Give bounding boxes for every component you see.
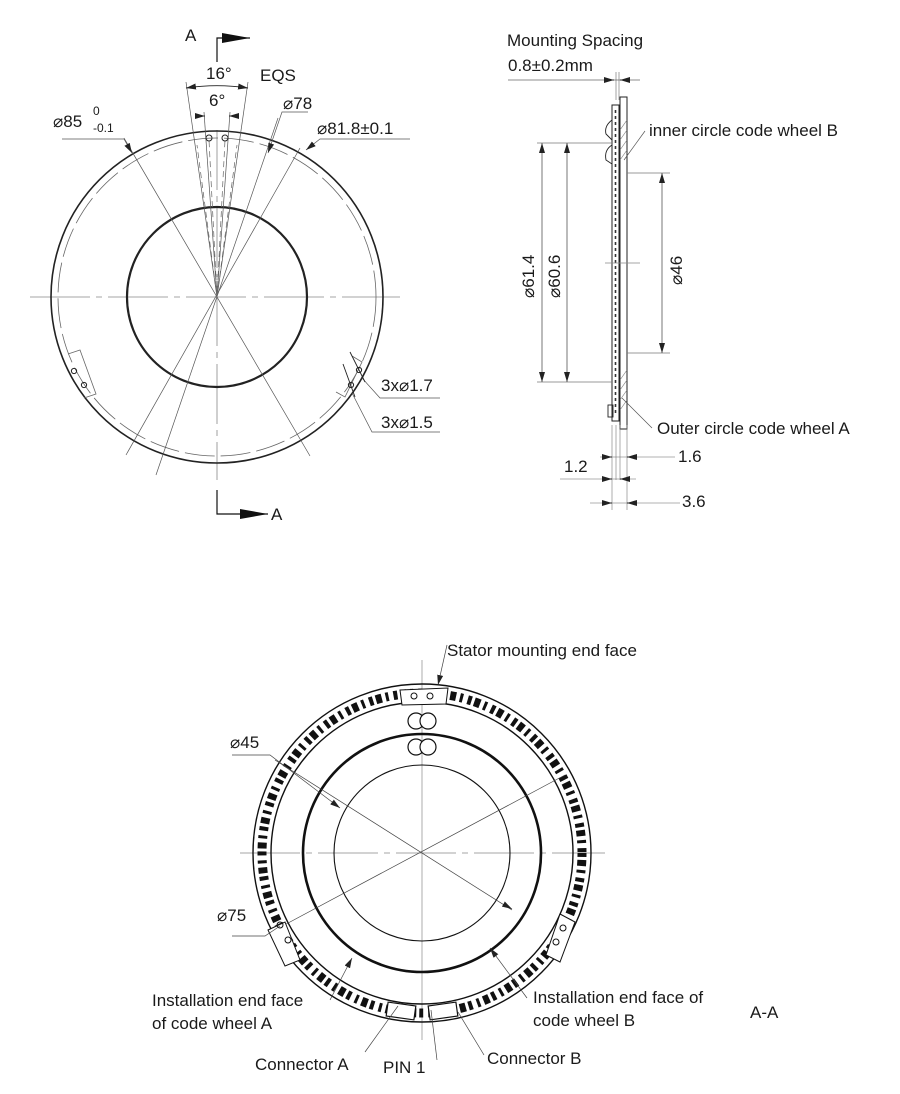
section-marker-top: A [185,26,197,45]
dim-81-8: ⌀81.8±0.1 [317,119,394,138]
outer-wheel-label: Outer circle code wheel A [657,419,850,438]
dim-60-6: ⌀60.6 [545,254,564,298]
dim-45: ⌀45 [230,733,260,752]
angle-6-label: 6° [209,91,226,110]
dim-outer-tol-lower: -0.1 [93,121,114,135]
install-b-line1: Installation end face of [533,988,704,1007]
connector-b-label: Connector B [487,1049,582,1068]
dim-1-6: 1.6 [678,447,702,466]
inner-wheel-label: inner circle code wheel B [649,121,838,140]
section-marker-bottom: A [271,505,283,524]
dim-75: ⌀75 [217,906,247,925]
hole-1-7-label: 3x⌀1.7 [381,376,433,395]
dim-3-6: 3.6 [682,492,706,511]
install-b-line2: code wheel B [533,1011,636,1030]
angle-16-label: 16° [206,64,232,83]
dim-78: ⌀78 [283,94,313,113]
eqs-label: EQS [260,66,296,85]
stator-mounting-label: Stator mounting end face [447,641,637,660]
dim-1-2: 1.2 [564,457,588,476]
connector-a-label: Connector A [255,1055,349,1074]
front-view [30,38,440,514]
install-a-line2: of code wheel A [152,1014,273,1033]
pin1-label: PIN 1 [383,1058,426,1077]
dim-46: ⌀46 [667,255,686,285]
mounting-spacing-value: 0.8±0.2mm [508,56,593,75]
install-a-line1: Installation end face [152,991,304,1010]
mounting-spacing-title: Mounting Spacing [507,31,644,50]
dim-outer-tol-upper: 0 [93,104,100,118]
hole-1-5-label: 3x⌀1.5 [381,413,433,432]
dim-61-4: ⌀61.4 [519,254,538,298]
section-title: A-A [750,1003,779,1022]
dim-outer-diameter: ⌀85 [53,112,83,131]
